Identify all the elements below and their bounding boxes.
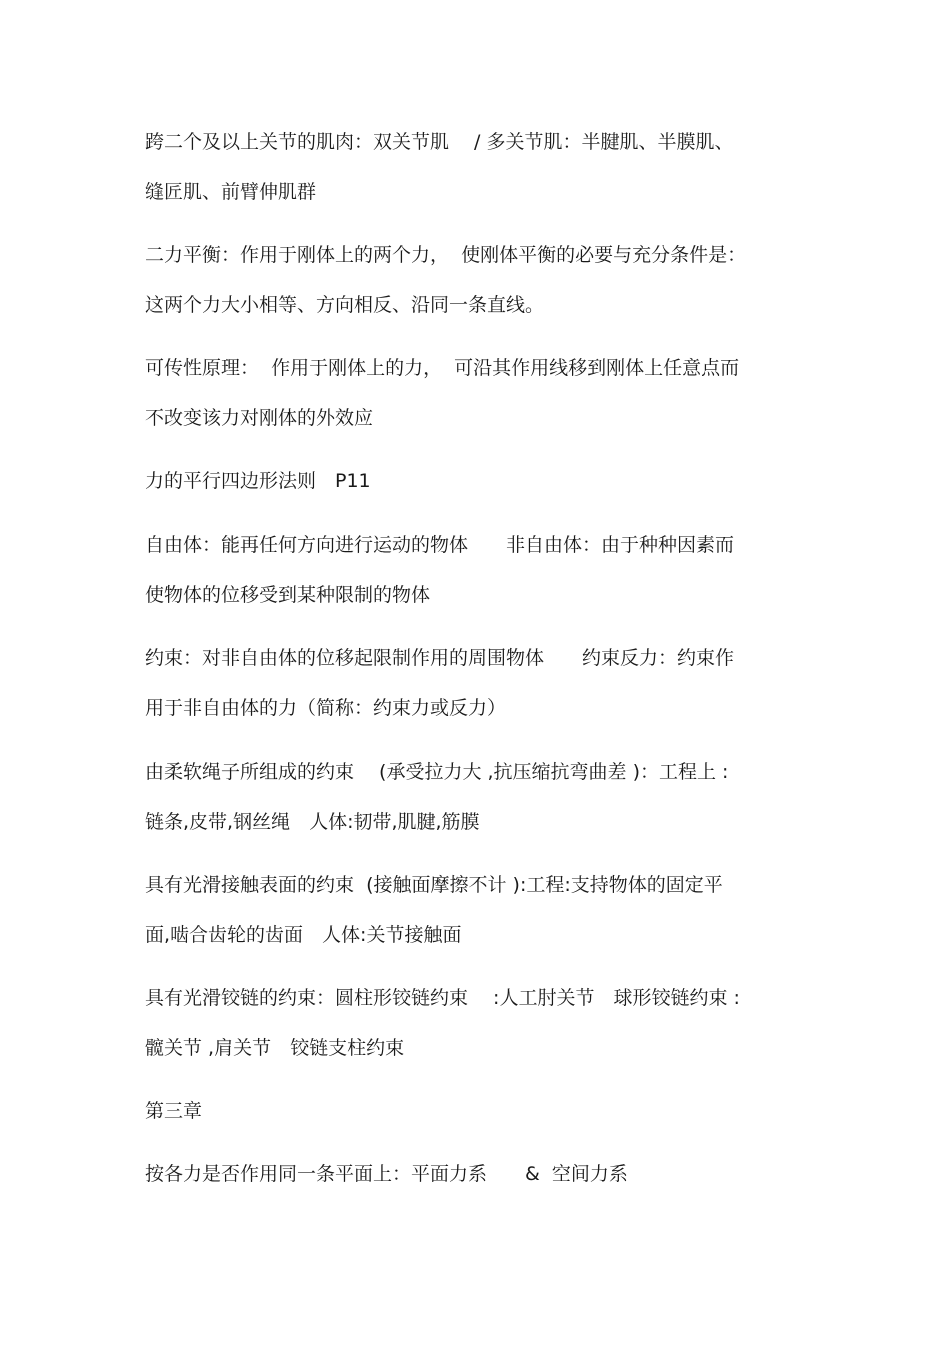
text-line: 面,啮合齿轮的齿面 人体:关节接触面 — [145, 924, 462, 946]
text-line: 具有光滑接触表面的约束 (接触面摩擦不计 ):工程:支持物体的固定平 — [145, 874, 723, 896]
text-line: 链条,皮带,钢丝绳 人体:韧带,肌腱,筋膜 — [145, 811, 480, 833]
text-line: 由柔软绳子所组成的约束 (承受拉力大 ,抗压缩抗弯曲差 )：工程上 : — [145, 761, 729, 783]
text-line: 髋关节 ,肩关节 铰链支柱约束 — [145, 1037, 405, 1059]
text-line: 使物体的位移受到某种限制的物体 — [145, 584, 431, 606]
text-line: 二力平衡：作用于刚体上的两个力， 使刚体平衡的必要与充分条件是： — [145, 244, 747, 266]
text-line: 约束：对非自由体的位移起限制作用的周围物体 约束反力：约束作 — [145, 647, 735, 669]
text-line: 缝匠肌、前臂伸肌群 — [145, 181, 317, 203]
text-line: 用于非自由体的力（简称：约束力或反力） — [145, 697, 507, 719]
text-line: 跨二个及以上关节的肌肉：双关节肌 / 多关节肌：半腱肌、半膜肌、 — [145, 131, 734, 153]
text-line: 自由体：能再任何方向进行运动的物体 非自由体：由于种种因素而 — [145, 534, 735, 556]
text-line: 不改变该力对刚体的外效应 — [145, 407, 374, 429]
section-heading: 第三章 — [145, 1100, 203, 1122]
text-line: 具有光滑铰链的约束：圆柱形铰链约束 :人工肘关节 球形铰链约束 : — [145, 987, 740, 1009]
text-line: 这两个力大小相等、方向相反、沿同一条直线。 — [145, 294, 545, 316]
text-line: 力的平行四边形法则 P11 — [145, 470, 371, 492]
text-line: 按各力是否作用同一条平面上：平面力系 & 空间力系 — [145, 1163, 628, 1185]
text-line: 可传性原理： 作用于刚体上的力， 可沿其作用线移到刚体上任意点而 — [145, 357, 740, 379]
